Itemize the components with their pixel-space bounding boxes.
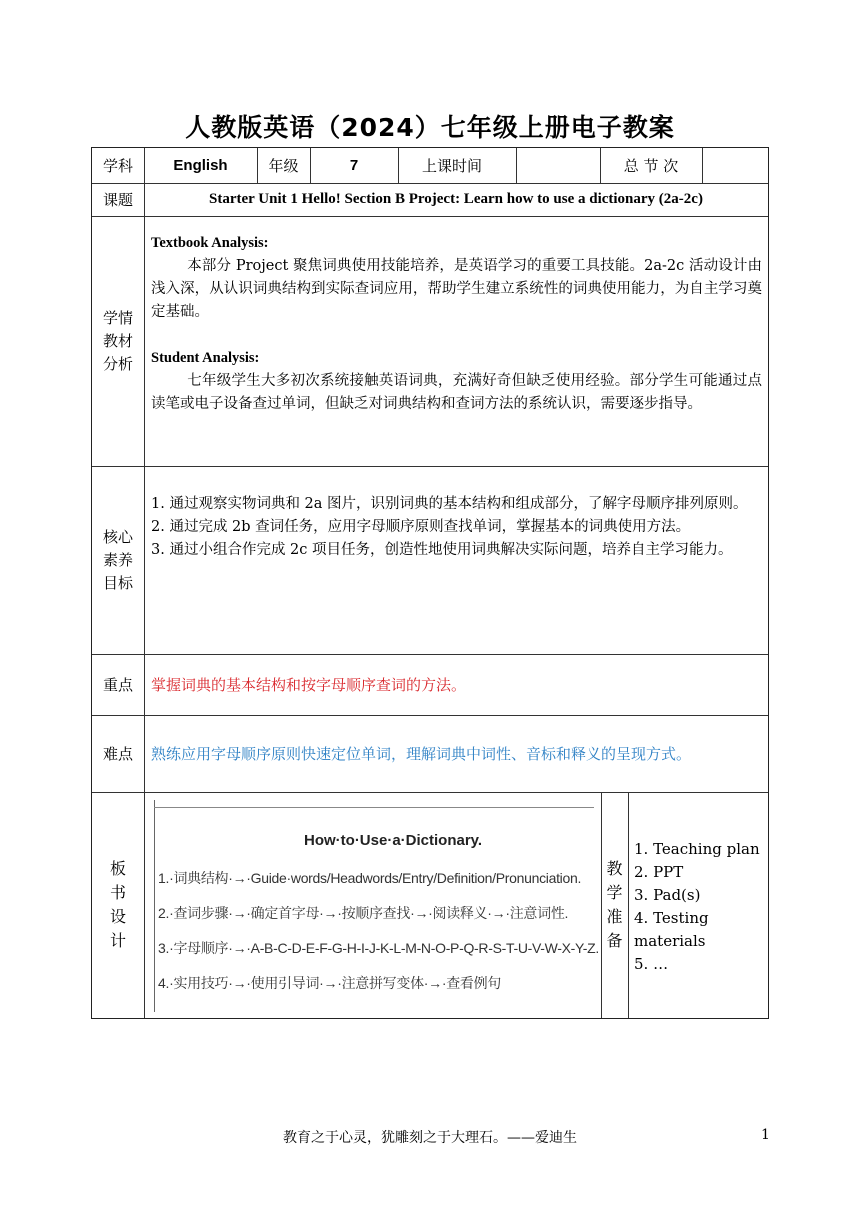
board-left-edge: [154, 800, 155, 1012]
page-title: 人教版英语（2024）七年级上册电子教案: [185, 113, 675, 142]
row-divider: [92, 466, 768, 467]
key-point-text: 掌握词典的基本结构和按字母顺序查词的方法。: [151, 676, 467, 694]
textbook-analysis-text: 本部分 Project 聚焦词典使用技能培养，是英语学习的重要工具技能。2a-2c 活动设计由浅入深，从认识词典结构到实际查词应用，帮助学生建立系统性的词典使用能力，为自主学习奠定基础。: [151, 258, 762, 320]
board-line: 2.·查词步骤·→·确定首字母·→·按顺序查找·→·阅读释义·→·注意词性.: [158, 905, 569, 921]
subject-label: 学科: [102, 157, 133, 175]
goal-item: 3. 通过小组合作完成 2c 项目任务，创造性地使用词典解决实际问题，培养自主学习能力。: [151, 542, 733, 558]
preparation-item: 4. Testing: [634, 909, 709, 927]
goal-item: 1. 通过观察实物词典和 2a 图片，识别词典的基本结构和组成部分，了解字母顺序排列原则。: [151, 496, 748, 512]
footer-quote: 教育之于心灵，犹雕刻之于大理石。——爱迪生: [283, 1130, 577, 1146]
column-divider: [628, 792, 629, 1018]
key-point-label: 重点: [102, 676, 133, 694]
label-column-divider: [144, 148, 145, 1018]
board-title: How·to·Use·a·Dictionary.: [304, 832, 483, 849]
session-value: [702, 148, 768, 183]
analysis-content: [151, 232, 762, 416]
goals-content: [151, 493, 762, 562]
preparation-item: materials: [634, 932, 706, 950]
preparation-label: 教 学 准 备: [606, 859, 623, 950]
topic-value: Starter Unit 1 Hello! Section B Project: Learn how to use a dictionary (2a-2c): [209, 191, 703, 207]
preparation-item: 3. Pad(s): [634, 886, 701, 904]
lesson-plan-table: [91, 147, 769, 1019]
row-divider: [92, 792, 768, 793]
page-number: 1: [761, 1127, 770, 1143]
preparation-item: 1. Teaching plan: [634, 840, 760, 858]
student-analysis-heading: Student Analysis:: [151, 350, 260, 366]
preparation-item: 5. …: [634, 955, 669, 973]
session-label: 总 节 次: [623, 157, 679, 175]
preparation-list: [634, 838, 768, 976]
grade-value: 7: [349, 157, 359, 174]
board-line: 1.·词典结构·→·Guide·words/Headwords/Entry/Definition/Pronunciation.: [158, 870, 582, 886]
row-divider: [92, 216, 768, 217]
student-analysis-text: 七年级学生大多初次系统接触英语词典，充满好奇但缺乏使用经验。部分学生可能通过点读笔或电子设备查过单词，但缺乏对词典结构和查词方法的系统认识，需要逐步指导。: [151, 373, 762, 412]
subject-value: English: [173, 157, 228, 174]
board-design-image: [154, 800, 600, 1012]
difficulty-text: 熟练应用字母顺序原则快速定位单词，理解词典中词性、音标和释义的呈现方式。: [151, 745, 692, 763]
class-time-label: 上课时间: [422, 157, 483, 175]
goal-item: 2. 通过完成 2b 查词任务，应用字母顺序原则查找单词，掌握基本的词典使用方法。: [151, 519, 691, 535]
textbook-analysis-heading: Textbook Analysis:: [151, 235, 269, 251]
class-time-value: [516, 148, 600, 183]
difficulty-label: 难点: [102, 745, 133, 763]
board-line: 3.·字母顺序·→·A-B-C-D-E-F-G-H-I-J-K-L-M-N-O-P-Q-R-S-T-U-V-W-X-Y-Z.: [158, 940, 600, 956]
goals-label: 核心 素养 目标: [102, 527, 133, 592]
topic-label: 课题: [102, 191, 133, 209]
grade-label: 年级: [268, 157, 299, 175]
board-line: 4.·实用技巧·→·使用引导词·→·注意拼写变体·→·查看例句: [158, 975, 502, 991]
analysis-label: 学情 教材 分析: [102, 308, 133, 373]
board-design-label: 板 书 设 计: [109, 859, 126, 950]
board-top-edge: [154, 807, 594, 808]
preparation-item: 2. PPT: [634, 863, 684, 881]
